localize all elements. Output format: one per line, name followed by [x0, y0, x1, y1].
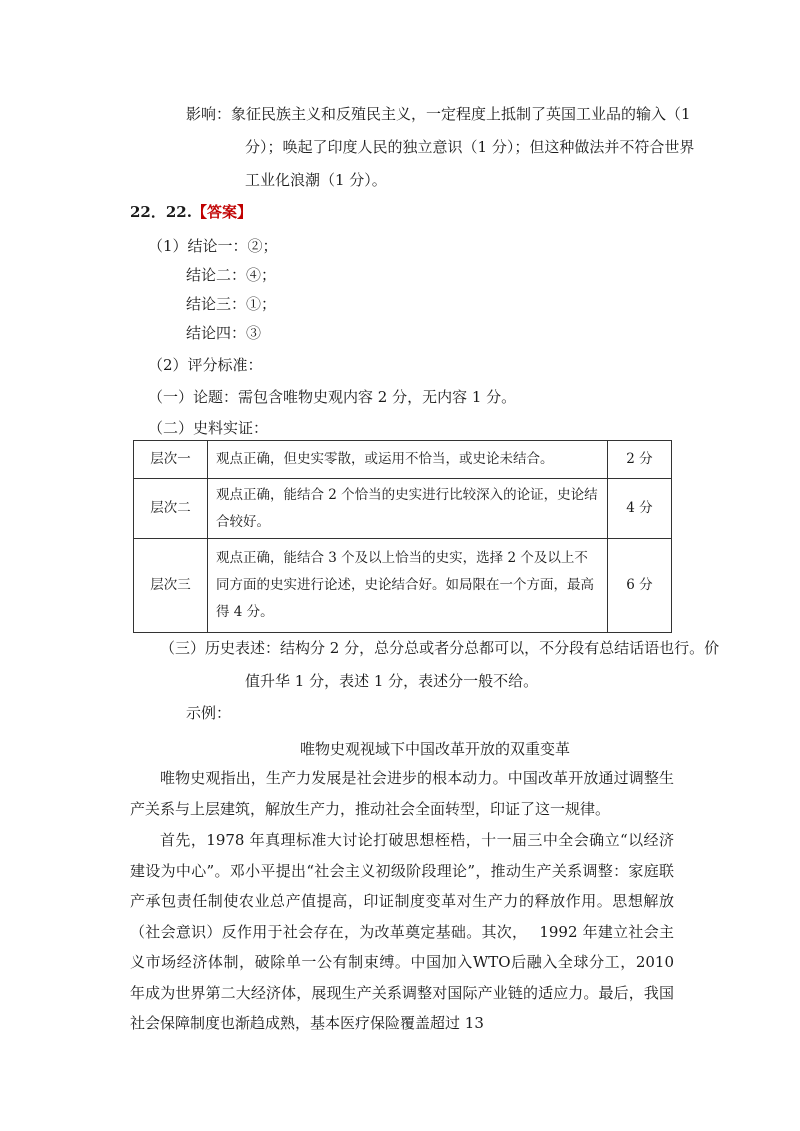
level-cell: 层次二	[134, 479, 208, 539]
conclusion-3: 结论三：①；	[186, 295, 277, 313]
score-cell: 6 分	[608, 539, 672, 633]
description-cell: 观点正确，能结合 2 个恰当的史实进行比较深入的论证，史论结合较好。	[208, 479, 608, 539]
essay-paragraph-2: 首先，1978 年真理标准大讨论打破思想桎梏，十一届三中全会确立“以经济建设为中心”。邓小平提出“社会主义初级阶段理论”，推动生产关系调整：家庭联产承包责任制使农业总产值提高，印证制度变革对生产力的释放作用。思想解放（社会意识）反作用于社会存在，为改革奠定基础。其次， 1992 年建立社会主义市场经济体制，破除单一公有制束缚。中国加入WTO后融入全球分工，2010 年成为世界第二大经济体，展现生产关系调整对国际产业链的适应力。最后，我国社会保障制度也渐趋成熟，基本医疗保险覆盖超过 13	[130, 831, 674, 1032]
description-cell: 观点正确，但史实零散，或运用不恰当，或史论未结合。	[208, 441, 608, 479]
criteria-evidence: （二）史料实证：	[148, 419, 269, 437]
criteria-thesis: （一）论题：需包含唯物史观内容 2 分，无内容 1 分。	[148, 388, 517, 406]
influence-line-1: 影响：象征民族主义和反殖民主义，一定程度上抵制了英国工业品的输入（1	[186, 105, 691, 123]
conclusion-2: 结论二：④；	[186, 266, 277, 284]
level-cell: 层次一	[134, 441, 208, 479]
table-row	[134, 539, 672, 633]
level-cell: 层次三	[134, 539, 208, 633]
influence-line-2: 分）；唤起了印度人民的独立意识（1 分）；但这种做法并不符合世界	[245, 138, 695, 156]
part2-title: （2）评分标准：	[148, 356, 263, 374]
question-22-header	[130, 202, 252, 222]
part1-label: （1）	[148, 237, 188, 255]
conclusion-1: 结论一：②；	[187, 237, 278, 255]
influence-line-3: 工业化浪潮（1 分）。	[245, 171, 387, 189]
conclusion-4: 结论四：③	[186, 324, 262, 342]
essay-title: 唯物史观视域下中国改革开放的双重变革	[300, 740, 571, 758]
answer-tag: 【答案】	[191, 203, 252, 221]
description-cell: 观点正确，能结合 3 个及以上恰当的史实，选择 2 个及以上不同方面的史实进行论述，史论结合好。如局限在一个方面，最高得 4 分。	[208, 539, 608, 633]
rubric-table	[133, 440, 672, 633]
criteria-expression-line-2: 值升华 1 分，表述 1 分，表述分一般不给。	[245, 672, 539, 690]
criteria-expression-line-1: （三）历史表述：结构分 2 分，总分总或者分总都可以，不分段有总结话语也行。价	[160, 639, 720, 657]
table-row	[134, 441, 672, 479]
essay-paragraph-1: 唯物史观指出，生产力发展是社会进步的根本动力。中国改革开放通过调整生产关系与上层建筑，解放生产力，推动社会全面转型，印证了这一规律。	[130, 769, 674, 818]
part1-line-1	[148, 236, 278, 256]
score-cell: 4 分	[608, 479, 672, 539]
influence-label: 影响：	[186, 105, 232, 123]
question-number: 22．22.	[130, 203, 192, 221]
score-cell: 2 分	[608, 441, 672, 479]
example-label: 示例：	[186, 704, 232, 722]
table-row	[134, 479, 672, 539]
